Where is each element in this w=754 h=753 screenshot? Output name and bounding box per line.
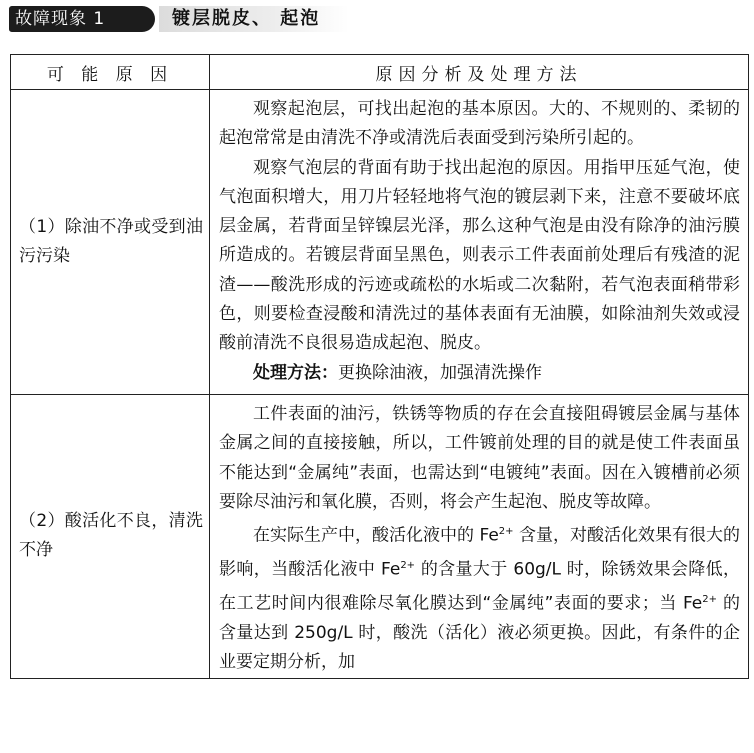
- treatment-text: 更换除油液，加强清洗操作: [338, 362, 542, 383]
- cause-text: （2）酸活化不良，清洗不净: [19, 511, 203, 561]
- analysis-paragraph: 观察起泡层，可找出起泡的基本原因。大的、不规则的、柔韧的起泡常常是由清洗不净或清洗后表面受到污染所引起的。: [219, 99, 740, 149]
- fault-title: 镀层脱皮、 起泡: [172, 8, 321, 29]
- fault-table: [10, 54, 749, 679]
- section-banner: [9, 4, 749, 34]
- cause-cell: [11, 90, 210, 395]
- analysis-paragraph: 工件表面的油污，铁锈等物质的存在会直接阻碍镀层金属与基体金属之间的直接接触，所以，工件镀前处理的目的就是使工件表面虽不能达到“金属纯”表面，也需达到“电镀纯”表面。因在入镀槽前必须要除尽油污和氧化膜，否则，将会产生起泡、脱皮等故障。: [219, 403, 740, 512]
- cause-cell: [11, 394, 210, 678]
- analysis-paragraph-fe: 在实际生产中，酸活化液中的 $Fe^{2+}$ 含量，对酸活化效果有很大的影响，当酸活化液中 $Fe^{2+}$ 的含量大于 60g/L 时，除锈效果会降低，在工艺时间内很难除尽氧化膜达到“金属纯”表面的要求；当 $Fe^{2+}$ 的含量达到 250g/L 时，酸洗（活化）液必须更换。因此，有条件的企业要定期分析，加: [219, 525, 741, 673]
- analysis-cell: [210, 394, 749, 678]
- column-header-analysis: 原因分析及处理方法: [210, 55, 749, 90]
- table-row: [11, 90, 749, 395]
- treatment-method: [219, 359, 740, 388]
- treatment-label: 处理方法：: [253, 362, 338, 383]
- table-row: [11, 394, 749, 678]
- fault-badge: 故障现象 1: [9, 6, 155, 32]
- analysis-paragraph: 观察气泡层的背面有助于找出起泡的原因。用指甲压延气泡，使气泡面积增大，用刀片轻轻地将气泡的镀层剥下来，注意不要破坏底层金属，若背面呈锌镍层光泽，那么这种气泡是由没有除净的油污膜所造成的。若镀层背面呈黑色，则表示工件表面前处理后有残渣的泥渣——酸洗形成的污迹或疏松的水垢或二次黏附，若气泡表面稍带彩色，则要检查浸酸和清洗过的基体表面有无油膜，如除油剂失效或浸酸前清洗不良很易造成起泡、脱皮。: [219, 157, 740, 354]
- cause-text: （1）除油不净或受到油污污染: [19, 216, 203, 266]
- table-header-row: [11, 55, 749, 90]
- analysis-cell: [210, 90, 749, 395]
- column-header-cause: 可 能 原 因: [11, 55, 210, 90]
